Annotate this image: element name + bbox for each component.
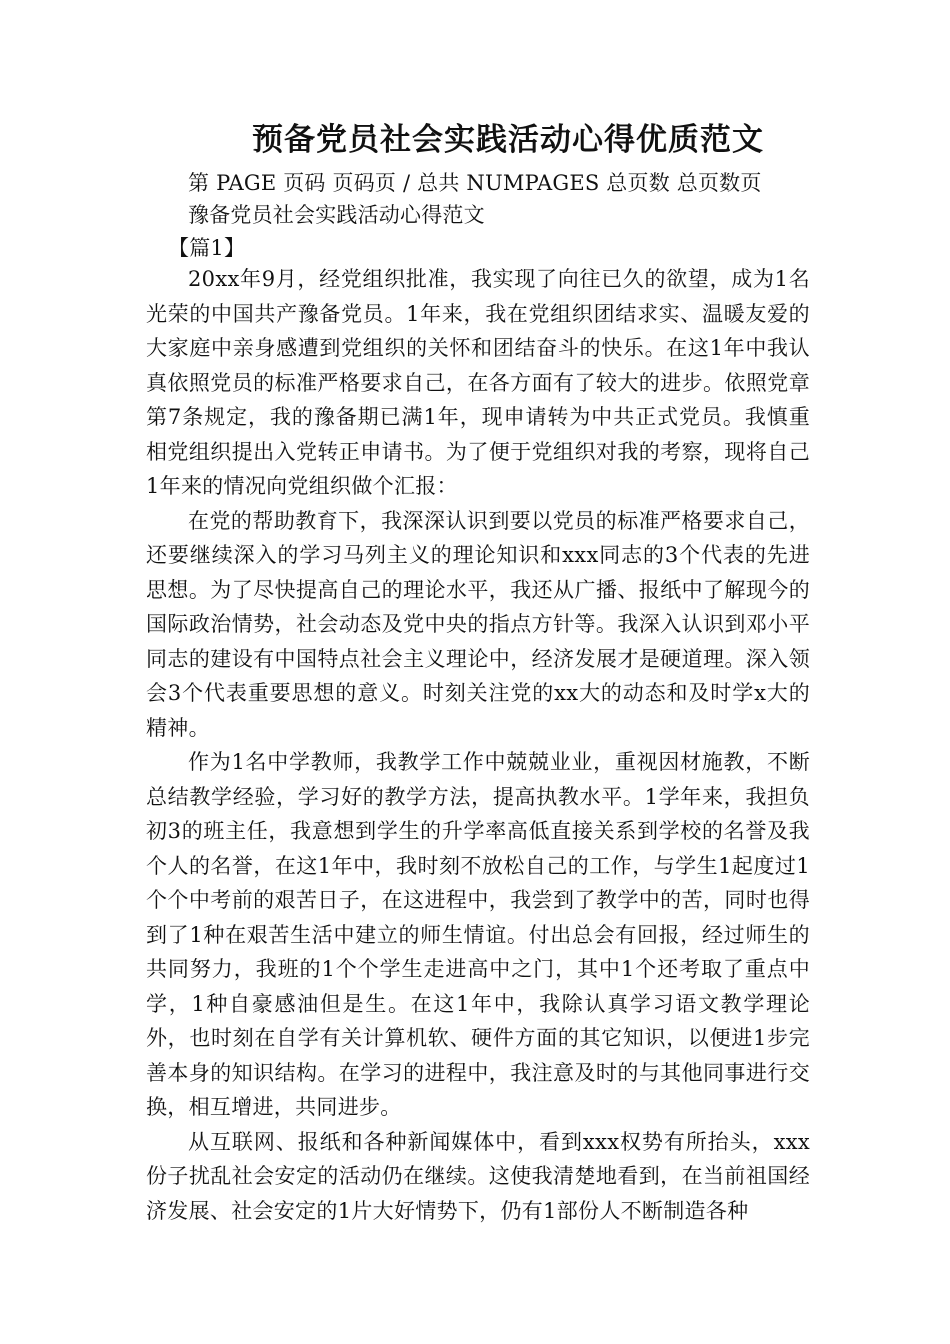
paragraph: 作为1名中学教师，我教学工作中兢兢业业，重视因材施教，不断总结教学经验，学习好的教学方法，提高执教水平。1学年来，我担负初3的班主任，我意想到学生的升学率高低直接关系到学校的名誉及我个人的名誉，在这1年中，我时刻不放松自己的工作，与学生1起度过1个个中考前的艰苦日子，在这进程中，我尝到了教学中的苦，同时也得到了1种在艰苦生活中建立的师生情谊。付出总会有回报，经过师生的共同努力，我班的1个个学生走进高中之门，其中1个还考取了重点中学，1种自豪感油但是生。在这1年中，我除认真学习语文教学理论外，也时刻在自学有关计算机软、硬件方面的其它知识，以便进1步完善本身的知识结构。在学习的进程中，我注意及时的与其他同事进行交换，相互增进，共同进步。 [146,750,810,1119]
paragraph: 在党的帮助教育下，我深深认识到要以党员的标准严格要求自己，还要继续深入的学习马列主义的理论知识和xxx同志的3个代表的先进思想。为了尽快提高自己的理论水平，我还从广播、报纸中了解现今的国际政治情势，社会动态及党中央的指点方针等。我深入认识到邓小平同志的建设有中国特点社会主义理论中，经济发展才是硬道理。深入领会3个代表重要思想的意义。时刻关注党的xx大的动态和及时学x大的精神。 [146,508,810,740]
page-field-header: 第 PAGE 页码 页码页 / 总共 NUMPAGES 总页数 总页数页 [188,171,762,195]
document-body [146,262,810,1228]
document-subtitle: 豫备党员社会实践活动心得范文 [188,203,485,227]
section-label: 【篇1】 [168,236,246,260]
paragraph: 20xx年9月，经党组织批准，我实现了向往已久的欲望，成为1名光荣的中国共产豫备党员。1年来，我在党组织团结求实、温暖友爱的大家庭中亲身感遭到党组织的关怀和团结奋斗的快乐。在这1年中我认真依照党员的标准严格要求自己，在各方面有了较大的进步。依照党章第7条规定，我的豫备期已满1年，现申请转为中共正式党员。我慎重相党组织提出入党转正申请书。为了便于党组织对我的考察，现将自己1年来的情况向党组织做个汇报： [146,267,810,498]
document-title: 预备党员社会实践活动心得优质范文 [252,122,764,158]
paragraph: 从互联网、报纸和各种新闻媒体中，看到xxx权势有所抬头，xxx份子扰乱社会安定的活动仍在继续。这使我清楚地看到，在当前祖国经济发展、社会安定的1片大好情势下，仍有1部份人不断制造各种 [146,1129,810,1223]
